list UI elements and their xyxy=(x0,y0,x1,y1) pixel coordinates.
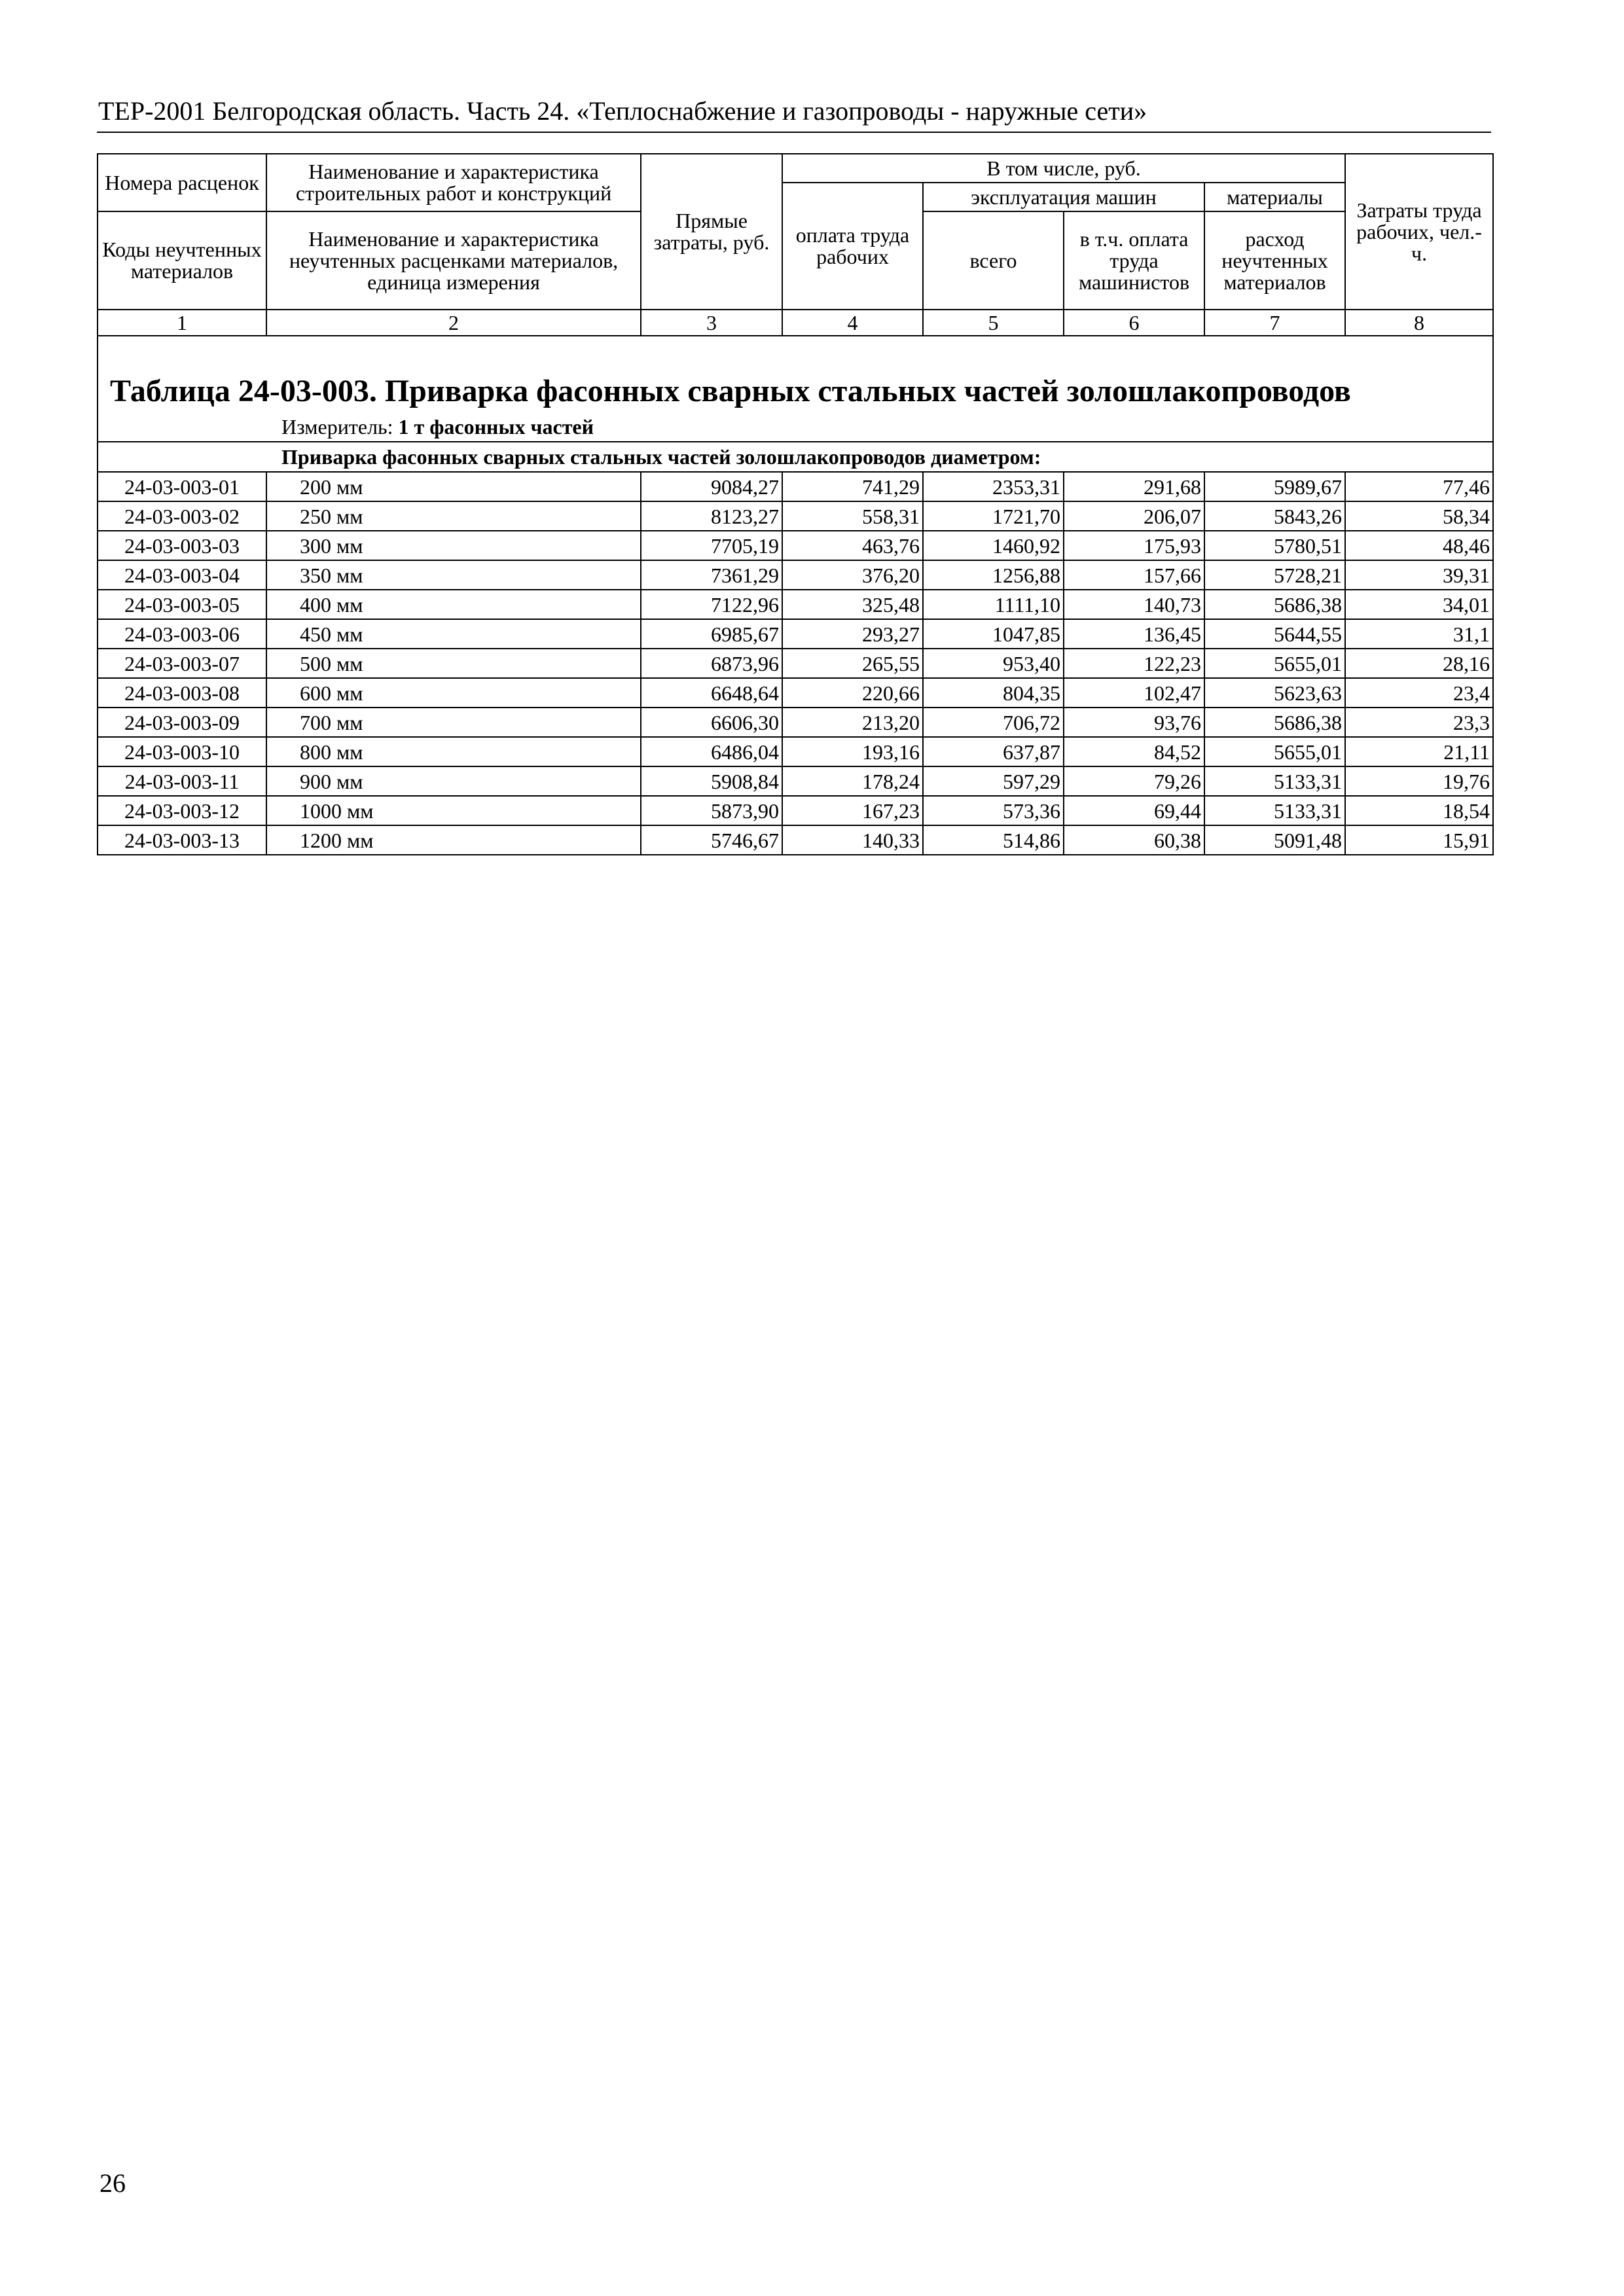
machinist-wages-cell: 136,45 xyxy=(1064,619,1204,649)
worker-wages-cell: 178,24 xyxy=(782,766,923,796)
worker-wages-cell: 265,55 xyxy=(782,649,923,678)
table-row xyxy=(98,678,1493,708)
machines-total-cell: 2353,31 xyxy=(923,472,1064,501)
column-number: 4 xyxy=(782,310,923,336)
rate-code-cell: 24-03-003-09 xyxy=(98,708,266,737)
machinist-wages-cell: 84,52 xyxy=(1064,737,1204,766)
labor-hours-cell: 28,16 xyxy=(1345,649,1493,678)
machines-total-cell: 637,87 xyxy=(923,737,1064,766)
materials-cost-cell: 5644,55 xyxy=(1204,619,1345,649)
worker-wages-cell: 293,27 xyxy=(782,619,923,649)
machines-total-cell: 804,35 xyxy=(923,678,1064,708)
direct-costs-cell: 6985,67 xyxy=(641,619,782,649)
item-name-cell: 900 мм xyxy=(266,766,641,796)
labor-hours-cell: 77,46 xyxy=(1345,472,1493,501)
col1-bottom-header: Коды неучтенных материалов xyxy=(98,211,266,310)
labor-hours-cell: 31,1 xyxy=(1345,619,1493,649)
rate-code-cell: 24-03-003-04 xyxy=(98,560,266,590)
materials-cost-cell: 5989,67 xyxy=(1204,472,1345,501)
running-header: ТЕР-2001 Белгородская область. Часть 24. «Теплоснабжение и газопроводы - наружные сети» xyxy=(98,96,1147,126)
labor-hours-cell: 18,54 xyxy=(1345,796,1493,825)
machinist-wages-cell: 206,07 xyxy=(1064,501,1204,531)
direct-costs-cell: 7122,96 xyxy=(641,590,782,619)
table-row xyxy=(98,560,1493,590)
machines-total-cell: 1721,70 xyxy=(923,501,1064,531)
rate-code-cell: 24-03-003-12 xyxy=(98,796,266,825)
rate-code-cell: 24-03-003-02 xyxy=(98,501,266,531)
direct-costs-cell: 9084,27 xyxy=(641,472,782,501)
materials-cost-cell: 5843,26 xyxy=(1204,501,1345,531)
direct-costs-cell: 6486,04 xyxy=(641,737,782,766)
rate-code-cell: 24-03-003-10 xyxy=(98,737,266,766)
direct-costs-cell: 5873,90 xyxy=(641,796,782,825)
rate-code-cell: 24-03-003-08 xyxy=(98,678,266,708)
machinist-wages-cell: 157,66 xyxy=(1064,560,1204,590)
machines-total-cell: 1460,92 xyxy=(923,531,1064,560)
machines-header: эксплуатация машин xyxy=(923,183,1204,211)
rate-code-cell: 24-03-003-13 xyxy=(98,825,266,855)
worker-wages-cell: 193,16 xyxy=(782,737,923,766)
table-row xyxy=(98,472,1493,501)
machines-total-cell: 597,29 xyxy=(923,766,1064,796)
materials-header: материалы xyxy=(1204,183,1345,211)
machinist-wages-cell: 140,73 xyxy=(1064,590,1204,619)
worker-wages-cell: 463,76 xyxy=(782,531,923,560)
table-row xyxy=(98,766,1493,796)
header-rule xyxy=(97,132,1491,133)
machinist-wages-cell: 79,26 xyxy=(1064,766,1204,796)
col2-top-header: Наименование и характеристика строительных работ и конструкций xyxy=(266,154,641,211)
rate-code-cell: 24-03-003-01 xyxy=(98,472,266,501)
column-number: 3 xyxy=(641,310,782,336)
rate-code-cell: 24-03-003-06 xyxy=(98,619,266,649)
col2-bottom-header: Наименование и характеристика неучтенных расценками материалов, единица измерения xyxy=(266,211,641,310)
direct-costs-cell: 7705,19 xyxy=(641,531,782,560)
table-row xyxy=(98,796,1493,825)
rate-code-cell: 24-03-003-03 xyxy=(98,531,266,560)
item-name-cell: 700 мм xyxy=(266,708,641,737)
col5-header: всего xyxy=(923,211,1064,310)
item-name-cell: 500 мм xyxy=(266,649,641,678)
col4-header: оплата труда рабочих xyxy=(782,183,923,310)
column-number: 1 xyxy=(98,310,266,336)
materials-cost-cell: 5133,31 xyxy=(1204,796,1345,825)
materials-cost-cell: 5623,63 xyxy=(1204,678,1345,708)
labor-hours-cell: 39,31 xyxy=(1345,560,1493,590)
table-row xyxy=(98,708,1493,737)
rate-code-cell: 24-03-003-11 xyxy=(98,766,266,796)
worker-wages-cell: 741,29 xyxy=(782,472,923,501)
item-name-cell: 450 мм xyxy=(266,619,641,649)
section-subheader: Приварка фасонных сварных стальных частей золошлакопроводов диаметром: xyxy=(98,442,1493,472)
direct-costs-cell: 5908,84 xyxy=(641,766,782,796)
labor-hours-cell: 23,4 xyxy=(1345,678,1493,708)
direct-costs-cell: 6648,64 xyxy=(641,678,782,708)
column-number: 5 xyxy=(923,310,1064,336)
rates-table xyxy=(97,153,1494,855)
column-number: 2 xyxy=(266,310,641,336)
column-number: 8 xyxy=(1345,310,1493,336)
table-title: Таблица 24-03-003. Приварка фасонных сварных стальных частей золошлакопроводов xyxy=(110,374,1351,408)
machines-total-cell: 514,86 xyxy=(923,825,1064,855)
col6-header: в т.ч. оплата труда машинистов xyxy=(1064,211,1204,310)
machines-total-cell: 706,72 xyxy=(923,708,1064,737)
rate-code-cell: 24-03-003-05 xyxy=(98,590,266,619)
materials-cost-cell: 5728,21 xyxy=(1204,560,1345,590)
materials-cost-cell: 5091,48 xyxy=(1204,825,1345,855)
machinist-wages-cell: 175,93 xyxy=(1064,531,1204,560)
labor-hours-cell: 19,76 xyxy=(1345,766,1493,796)
table-row xyxy=(98,531,1493,560)
col8-header: Затраты труда рабочих, чел.-ч. xyxy=(1345,154,1493,310)
item-name-cell: 300 мм xyxy=(266,531,641,560)
item-name-cell: 1000 мм xyxy=(266,796,641,825)
machines-total-cell: 573,36 xyxy=(923,796,1064,825)
materials-cost-cell: 5655,01 xyxy=(1204,649,1345,678)
labor-hours-cell: 48,46 xyxy=(1345,531,1493,560)
direct-costs-cell: 7361,29 xyxy=(641,560,782,590)
item-name-cell: 350 мм xyxy=(266,560,641,590)
labor-hours-cell: 34,01 xyxy=(1345,590,1493,619)
unit-value: 1 т фасонных частей xyxy=(398,415,594,439)
unit-label: Измеритель: xyxy=(281,415,399,439)
included-header: В том числе, руб. xyxy=(782,154,1345,183)
direct-costs-cell: 6606,30 xyxy=(641,708,782,737)
item-name-cell: 250 мм xyxy=(266,501,641,531)
direct-costs-cell: 5746,67 xyxy=(641,825,782,855)
column-number: 7 xyxy=(1204,310,1345,336)
table-row xyxy=(98,501,1493,531)
table-row xyxy=(98,649,1493,678)
machinist-wages-cell: 69,44 xyxy=(1064,796,1204,825)
unit-line xyxy=(98,412,1493,442)
machinist-wages-cell: 93,76 xyxy=(1064,708,1204,737)
table-row xyxy=(98,590,1493,619)
rate-code-cell: 24-03-003-07 xyxy=(98,649,266,678)
machinist-wages-cell: 291,68 xyxy=(1064,472,1204,501)
direct-costs-cell: 6873,96 xyxy=(641,649,782,678)
column-number: 6 xyxy=(1064,310,1204,336)
machines-total-cell: 953,40 xyxy=(923,649,1064,678)
materials-cost-cell: 5686,38 xyxy=(1204,708,1345,737)
table-row xyxy=(98,737,1493,766)
materials-cost-cell: 5686,38 xyxy=(1204,590,1345,619)
machines-total-cell: 1111,10 xyxy=(923,590,1064,619)
table-title-cell xyxy=(98,336,1493,412)
machines-total-cell: 1256,88 xyxy=(923,560,1064,590)
col1-top-header: Номера расценок xyxy=(98,154,266,211)
machinist-wages-cell: 122,23 xyxy=(1064,649,1204,678)
materials-cost-cell: 5655,01 xyxy=(1204,737,1345,766)
item-name-cell: 1200 мм xyxy=(266,825,641,855)
worker-wages-cell: 376,20 xyxy=(782,560,923,590)
item-name-cell: 400 мм xyxy=(266,590,641,619)
labor-hours-cell: 58,34 xyxy=(1345,501,1493,531)
item-name-cell: 200 мм xyxy=(266,472,641,501)
worker-wages-cell: 140,33 xyxy=(782,825,923,855)
item-name-cell: 600 мм xyxy=(266,678,641,708)
labor-hours-cell: 15,91 xyxy=(1345,825,1493,855)
worker-wages-cell: 325,48 xyxy=(782,590,923,619)
direct-costs-cell: 8123,27 xyxy=(641,501,782,531)
page-number: 26 xyxy=(99,2168,126,2198)
labor-hours-cell: 21,11 xyxy=(1345,737,1493,766)
worker-wages-cell: 213,20 xyxy=(782,708,923,737)
worker-wages-cell: 220,66 xyxy=(782,678,923,708)
col7-header: расход неучтенных материалов xyxy=(1204,211,1345,310)
machinist-wages-cell: 60,38 xyxy=(1064,825,1204,855)
item-name-cell: 800 мм xyxy=(266,737,641,766)
worker-wages-cell: 558,31 xyxy=(782,501,923,531)
labor-hours-cell: 23,3 xyxy=(1345,708,1493,737)
table-row xyxy=(98,619,1493,649)
worker-wages-cell: 167,23 xyxy=(782,796,923,825)
col3-header: Прямые затраты, руб. xyxy=(641,154,782,310)
machines-total-cell: 1047,85 xyxy=(923,619,1064,649)
machinist-wages-cell: 102,47 xyxy=(1064,678,1204,708)
materials-cost-cell: 5780,51 xyxy=(1204,531,1345,560)
materials-cost-cell: 5133,31 xyxy=(1204,766,1345,796)
table-row xyxy=(98,825,1493,855)
